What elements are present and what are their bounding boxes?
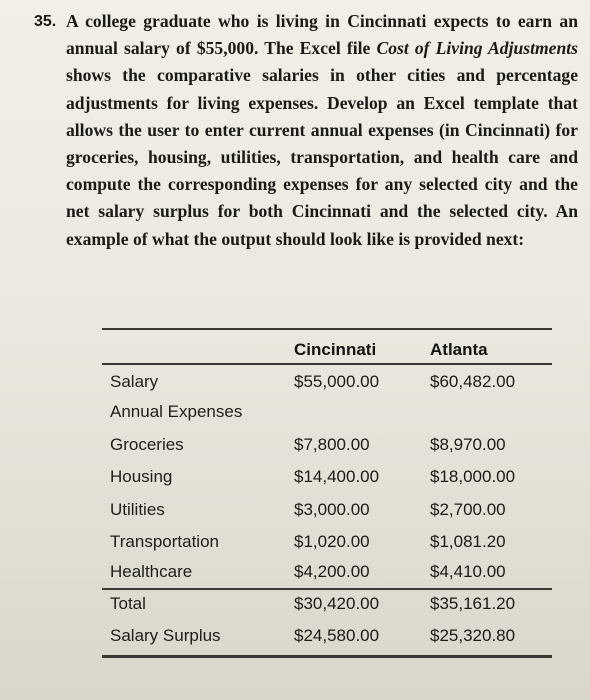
- table-row-salary-surplus: [102, 626, 552, 650]
- atlanta-value: $18,000.00: [430, 467, 516, 486]
- table-bottom-rule: [102, 655, 552, 658]
- atlanta-value: $60,482.00: [430, 372, 516, 391]
- table-row-transportation: [102, 532, 552, 556]
- table-row-housing: [102, 467, 552, 491]
- atlanta-value: $8,970.00: [430, 435, 506, 454]
- row-label: Total: [110, 594, 146, 613]
- row-label: Groceries: [110, 435, 184, 454]
- cincinnati-value: $7,800.00: [294, 435, 370, 454]
- problem-number: 35.: [34, 13, 57, 30]
- atlanta-value: $25,320.80: [430, 626, 516, 645]
- atlanta-value: $1,081.20: [430, 532, 506, 551]
- problem-text: [66, 8, 578, 253]
- column-header-cincinnati: Cincinnati: [294, 340, 377, 359]
- atlanta-value: $2,700.00: [430, 500, 506, 519]
- file-name: Cost of Living Adjustments: [376, 38, 578, 59]
- cincinnati-value: $14,400.00: [294, 467, 380, 486]
- cincinnati-value: $24,580.00: [294, 626, 380, 645]
- atlanta-value: $4,410.00: [430, 562, 506, 581]
- atlanta-value: $35,161.20: [430, 594, 516, 613]
- table-row-annual-expenses: [102, 402, 552, 426]
- cincinnati-value: $3,000.00: [294, 500, 370, 519]
- table-row-utilities: [102, 500, 552, 524]
- problem-statement: [34, 8, 578, 253]
- cincinnati-value: $55,000.00: [294, 372, 380, 391]
- table-row-salary: [102, 372, 552, 396]
- row-label: Healthcare: [110, 562, 193, 581]
- problem-text-part-3: shows the comparative salaries in other cities and percentage adjustments for living expenses. Develop an Excel template that allows the user to enter current annual expenses (in Cincinnati) for groceries, housing, utilities, transportation, and health care and compute the corresponding expenses for any selected city and the net salary surplus for both Cincinnati and the selected city. An example of what the output should look like is provided next:: [66, 65, 578, 249]
- table-row-total: [102, 594, 552, 618]
- row-label: Annual Expenses: [110, 402, 243, 421]
- table-row-healthcare: [102, 562, 552, 586]
- total-rule: [102, 588, 552, 590]
- row-label: Transportation: [110, 532, 219, 551]
- problem-text-part-1: A college graduate who is living in Cincinnati expects to earn an annual salary of $55,000. The Excel file: [66, 11, 578, 59]
- cincinnati-value: $1,020.00: [294, 532, 370, 551]
- header-rule: [102, 363, 552, 365]
- row-label: Salary Surplus: [110, 626, 221, 645]
- row-label: Utilities: [110, 500, 165, 519]
- table-top-rule: [102, 328, 552, 330]
- column-header-atlanta: Atlanta: [430, 340, 488, 359]
- row-label: Salary: [110, 372, 159, 391]
- table-row-groceries: [102, 435, 552, 459]
- salary-comparison-table: [102, 322, 552, 667]
- cincinnati-value: $30,420.00: [294, 594, 380, 613]
- row-label: Housing: [110, 467, 173, 486]
- cincinnati-value: $4,200.00: [294, 562, 370, 581]
